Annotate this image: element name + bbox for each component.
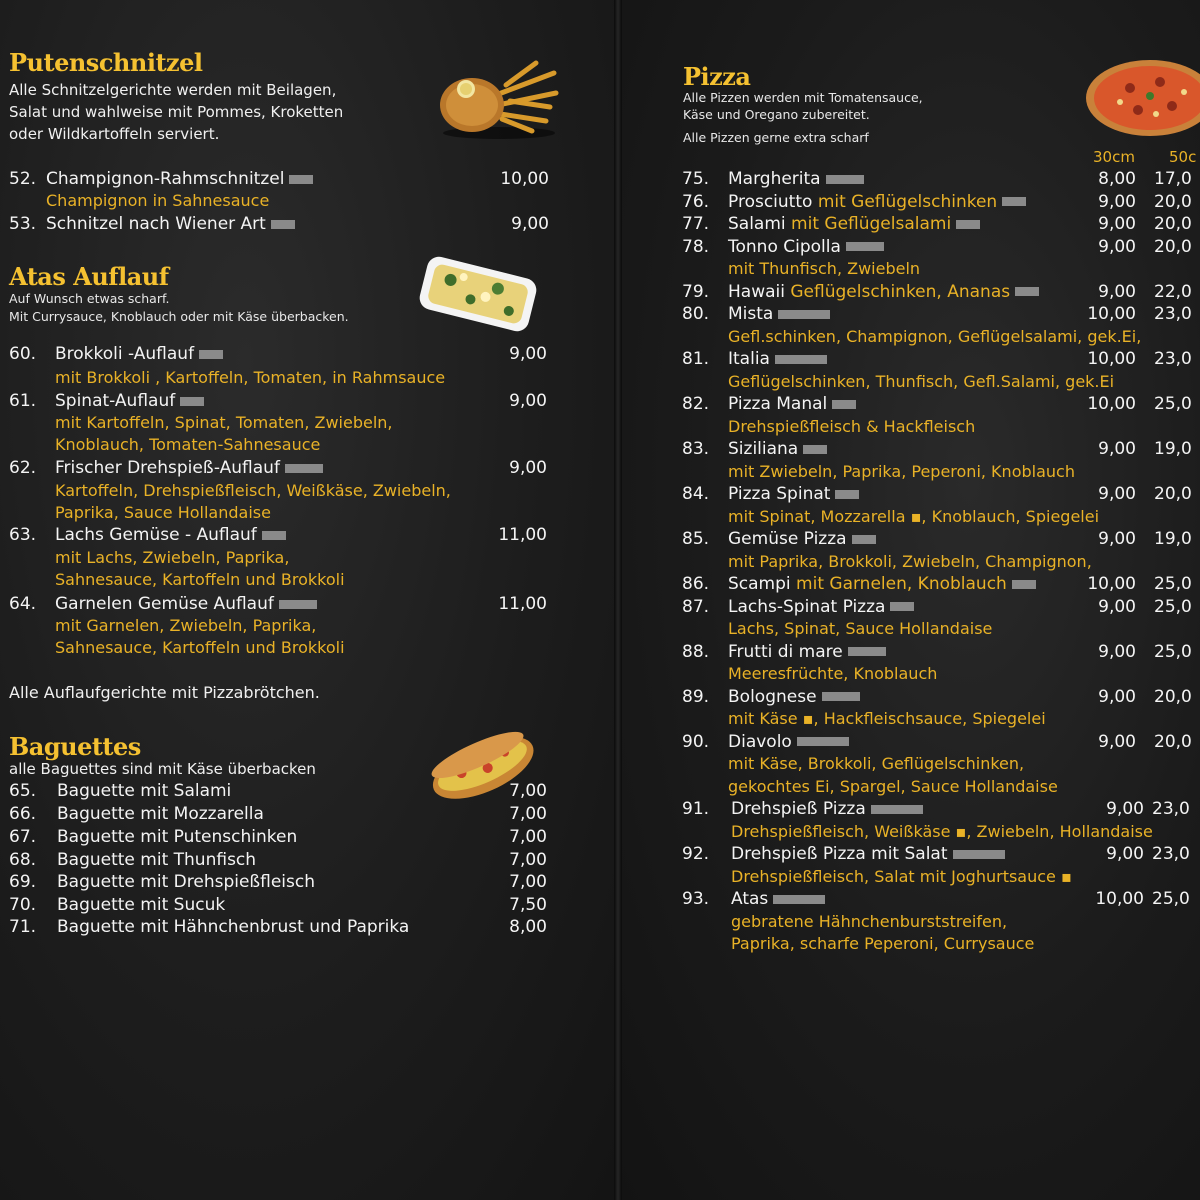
pizza-image [1080,56,1200,140]
section-title-pizza: Pizza [683,62,751,91]
allergen-tag [285,464,323,473]
allergen-tag [1015,287,1039,296]
casserole-image [414,253,542,335]
menu-item-93-desc: Paprika, scharfe Peperoni, Currysauce [731,934,1035,953]
allergen-tag [835,490,859,499]
menu-item-81-desc: Geflügelschinken, Thunfisch, Gefl.Salami, gek.Ei [728,371,1115,391]
menu-item-78: 78. Tonno Cipolla 9,00 20,0 [682,236,1192,257]
menu-item-63-desc: mit Lachs, Zwiebeln, Paprika, Sahnesauce, Kartoffeln und Brokkoli [55,548,345,589]
menu-item-83-desc: mit Zwiebeln, Paprika, Peperoni, Knoblauch [728,461,1075,481]
menu-item-62-desc: Kartoffeln, Drehspießfleisch, Weißkäse, Zwiebeln, Paprika, Sauce Hollandaise [55,481,451,522]
column-header-30cm: 30cm [1093,148,1135,166]
menu-page-right [622,0,1200,1200]
menu-item-61-desc: mit Kartoffeln, Spinat, Tomaten, Zwiebeln, Knoblauch, Tomaten-Sahnesauce [55,413,393,454]
allergen-tag [180,397,204,406]
menu-item-92: 92. Drehspieß Pizza mit Salat 9,00 23,0 [682,844,1190,864]
menu-item-60: 60. Brokkoli -Auflauf 9,00 [9,344,547,364]
menu-item-87-desc: Lachs, Spinat, Sauce Hollandaise [728,619,993,638]
menu-item-64: 64. Garnelen Gemüse Auflauf 11,00 [9,594,547,614]
section-intro-baguettes: alle Baguettes sind mit Käse überbacken [9,760,316,778]
allergen-tag [832,400,856,409]
section-intro-pizza: Alle Pizzen werden mit Tomatensauce, Käse und Oregano zubereitet. [683,90,923,122]
section-intro-schnitzel: Alle Schnitzelgerichte werden mit Beilagen, Salat und wahlweise mit Pommes, Kroketten oder Wildkartoffeln serviert. [9,81,344,143]
allergen-tag [773,895,825,904]
menu-item-93-desc: gebratene Hähnchenburststreifen, [731,911,1008,931]
menu-item-93: 93. Atas 10,00 25,0 [682,889,1190,909]
allergen-tag [271,220,295,229]
menu-item-82: 82. Pizza Manal 10,00 25,0 [682,394,1192,414]
section-intro-pizza-spicy: Alle Pizzen gerne extra scharf [683,130,869,145]
menu-item-61: 61. Spinat-Auflauf 9,00 [9,391,547,411]
page-fold [614,0,622,1200]
auflauf-footer-note: Alle Auflaufgerichte mit Pizzabrötchen. [9,683,320,702]
allergen-tag [953,850,1005,859]
allergen-tag [262,531,286,540]
menu-item-80-desc: Gefl.schinken, Champignon, Geflügelsalami, gek.Ei, [728,326,1142,346]
menu-item-68: 68. Baguette mit Thunfisch 7,00 [9,850,547,870]
menu-item-64-desc: mit Garnelen, Zwiebeln, Paprika, Sahnesauce, Kartoffeln und Brokkoli [55,616,345,657]
menu-item-52-desc: Champignon in Sahnesauce [46,191,270,210]
menu-item-83: 83. Siziliana 9,00 19,0 [682,439,1192,459]
menu-item-67: 67. Baguette mit Putenschinken 7,00 [9,827,547,847]
allergen-tag [852,535,876,544]
menu-item-91-desc: Drehspießfleisch, Weißkäse ▪, Zwiebeln, Hollandaise [731,821,1153,841]
allergen-tag [826,175,864,184]
allergen-tag [871,805,923,814]
allergen-tag [199,350,223,359]
column-header-50cm: 50c [1169,148,1197,166]
menu-item-89: 89. Bolognese 9,00 20,0 [682,686,1192,707]
menu-item-82-desc: Drehspießfleisch & Hackfleisch [728,416,976,436]
menu-item-66: 66. Baguette mit Mozzarella 7,00 [9,804,547,824]
menu-item-87: 87. Lachs-Spinat Pizza 9,00 25,0 [682,596,1192,617]
menu-item-89-desc: mit Käse ▪, Hackfleischsauce, Spiegelei [728,709,1046,728]
menu-item-77: 77. Salami mit Geflügelsalami 9,00 20,0 [682,214,1192,234]
allergen-tag [890,602,914,611]
menu-item-63: 63. Lachs Gemüse - Auflauf 11,00 [9,525,547,545]
section-title-baguettes: Baguettes [9,732,141,761]
allergen-tag [846,242,884,251]
schnitzel-fries-image [436,55,562,141]
menu-item-90: 90. Diavolo 9,00 20,0 [682,731,1192,752]
allergen-tag [775,355,827,364]
menu-item-71: 71. Baguette mit Hähnchenbrust und Paprika 8,00 [9,917,547,937]
menu-item-86: 86. Scampi mit Garnelen, Knoblauch 10,00 25,0 [682,574,1192,594]
section-intro-auflauf: Auf Wunsch etwas scharf. Mit Currysauce, Knoblauch oder mit Käse überbacken. [9,291,349,324]
allergen-tag [822,692,860,701]
menu-item-85: 85. Gemüse Pizza 9,00 19,0 [682,529,1192,549]
menu-item-91: 91. Drehspieß Pizza 9,00 23,0 [682,799,1190,819]
menu-item-90-desc: mit Käse, Brokkoli, Geflügelschinken, [728,754,1025,773]
allergen-tag [848,647,886,656]
menu-item-84: 84. Pizza Spinat 9,00 20,0 [682,484,1192,504]
section-title-schnitzel: Putenschnitzel [9,48,203,77]
menu-item-81: 81. Italia 10,00 23,0 [682,349,1192,369]
allergen-tag [1002,197,1026,206]
allergen-tag [778,310,830,319]
menu-item-53: 53. Schnitzel nach Wiener Art 9,00 [9,214,549,234]
menu-item-65: 65. Baguette mit Salami 7,00 [9,781,547,801]
allergen-tag [956,220,980,229]
menu-item-84-desc: mit Spinat, Mozzarella ▪, Knoblauch, Spiegelei [728,506,1100,526]
section-title-auflauf: Atas Auflauf [9,262,169,291]
menu-item-92-desc: Drehspießfleisch, Salat mit Joghurtsauce ▪ [731,866,1072,886]
menu-item-75: 75. Margherita 8,00 17,0 [682,169,1192,189]
menu-item-62: 62. Frischer Drehspieß-Auflauf 9,00 [9,458,547,478]
allergen-tag [279,600,317,609]
menu-item-79: 79. Hawaii Geflügelschinken, Ananas 9,00 22,0 [682,281,1192,302]
menu-item-85-desc: mit Paprika, Brokkoli, Zwiebeln, Champignon, [728,551,1092,571]
menu-item-78-desc: mit Thunfisch, Zwiebeln [728,259,921,278]
menu-item-88-desc: Meeresfrüchte, Knoblauch [728,664,938,683]
menu-item-70: 70. Baguette mit Sucuk 7,50 [9,895,547,915]
menu-item-52: 52. Champignon-Rahmschnitzel 10,00 [9,169,549,189]
menu-item-69: 69. Baguette mit Drehspießfleisch 7,00 [9,872,547,892]
menu-item-60-desc: mit Brokkoli , Kartoffeln, Tomaten, in Rahmsauce [55,368,446,387]
menu-item-88: 88. Frutti di mare 9,00 25,0 [682,641,1192,662]
allergen-tag [289,175,313,184]
menu-item-76: 76. Prosciutto mit Geflügelschinken 9,00 20,0 [682,191,1192,212]
menu-item-90-desc: gekochtes Ei, Spargel, Sauce Hollandaise [728,776,1058,796]
menu-item-80: 80. Mista 10,00 23,0 [682,304,1192,324]
allergen-tag [797,737,849,746]
allergen-tag [803,445,827,454]
allergen-tag [1012,580,1036,589]
